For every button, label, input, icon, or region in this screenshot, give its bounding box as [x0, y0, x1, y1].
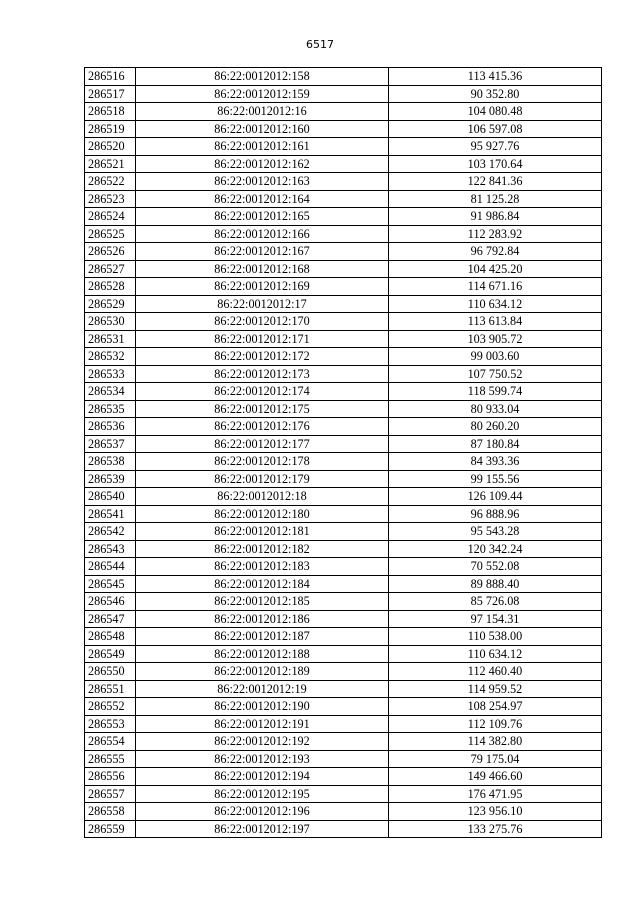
row-number-cell: 286542	[85, 523, 136, 541]
cadastral-number-cell: 86:22:0012012:161	[136, 138, 389, 156]
table-row	[85, 803, 602, 821]
row-number-cell: 286528	[85, 278, 136, 296]
cadastral-value-cell: 122 841.36	[389, 173, 602, 191]
cadastral-number-cell: 86:22:0012012:176	[136, 418, 389, 436]
cadastral-number-cell: 86:22:0012012:174	[136, 383, 389, 401]
cadastral-number-cell: 86:22:0012012:195	[136, 785, 389, 803]
table-row	[85, 418, 602, 436]
table-row	[85, 680, 602, 698]
cadastral-number-cell: 86:22:0012012:175	[136, 400, 389, 418]
cadastral-number-cell: 86:22:0012012:189	[136, 663, 389, 681]
cadastral-value-cell: 106 597.08	[389, 120, 602, 138]
page-number: 6517	[306, 38, 334, 51]
row-number-cell: 286529	[85, 295, 136, 313]
row-number-cell: 286558	[85, 803, 136, 821]
cadastral-value-cell: 110 634.12	[389, 295, 602, 313]
cadastral-value-cell: 110 538.00	[389, 628, 602, 646]
row-number-cell: 286523	[85, 190, 136, 208]
cadastral-value-cell: 70 552.08	[389, 558, 602, 576]
table-row	[85, 645, 602, 663]
cadastral-number-cell: 86:22:0012012:178	[136, 453, 389, 471]
cadastral-number-cell: 86:22:0012012:173	[136, 365, 389, 383]
row-number-cell: 286540	[85, 488, 136, 506]
row-number-cell: 286554	[85, 733, 136, 751]
table-row	[85, 575, 602, 593]
table-row	[85, 785, 602, 803]
table-row	[85, 120, 602, 138]
row-number-cell: 286527	[85, 260, 136, 278]
cadastral-number-cell: 86:22:0012012:163	[136, 173, 389, 191]
row-number-cell: 286522	[85, 173, 136, 191]
row-number-cell: 286524	[85, 208, 136, 226]
table-row	[85, 593, 602, 611]
row-number-cell: 286552	[85, 698, 136, 716]
table-row	[85, 558, 602, 576]
cadastral-number-cell: 86:22:0012012:188	[136, 645, 389, 663]
cadastral-number-cell: 86:22:0012012:171	[136, 330, 389, 348]
cadastral-number-cell: 86:22:0012012:193	[136, 750, 389, 768]
table-row	[85, 453, 602, 471]
row-number-cell: 286520	[85, 138, 136, 156]
row-number-cell: 286553	[85, 715, 136, 733]
cadastral-number-cell: 86:22:0012012:186	[136, 610, 389, 628]
cadastral-number-cell: 86:22:0012012:182	[136, 540, 389, 558]
table-row	[85, 715, 602, 733]
cadastral-number-cell: 86:22:0012012:197	[136, 820, 389, 838]
cadastral-value-cell: 114 671.16	[389, 278, 602, 296]
table-row	[85, 365, 602, 383]
cadastral-number-cell: 86:22:0012012:187	[136, 628, 389, 646]
row-number-cell: 286532	[85, 348, 136, 366]
row-number-cell: 286541	[85, 505, 136, 523]
cadastral-number-cell: 86:22:0012012:165	[136, 208, 389, 226]
cadastral-value-cell: 149 466.60	[389, 768, 602, 786]
cadastral-number-cell: 86:22:0012012:167	[136, 243, 389, 261]
table-row	[85, 663, 602, 681]
table-row	[85, 260, 602, 278]
cadastral-value-cell: 113 613.84	[389, 313, 602, 331]
row-number-cell: 286556	[85, 768, 136, 786]
table-row	[85, 505, 602, 523]
cadastral-value-cell: 89 888.40	[389, 575, 602, 593]
row-number-cell: 286550	[85, 663, 136, 681]
cadastral-number-cell: 86:22:0012012:191	[136, 715, 389, 733]
table-row	[85, 610, 602, 628]
table-row	[85, 523, 602, 541]
cadastral-value-cell: 118 599.74	[389, 383, 602, 401]
row-number-cell: 286539	[85, 470, 136, 488]
table-row	[85, 540, 602, 558]
table-row	[85, 330, 602, 348]
row-number-cell: 286538	[85, 453, 136, 471]
cadastral-value-cell: 123 956.10	[389, 803, 602, 821]
cadastral-number-cell: 86:22:0012012:159	[136, 85, 389, 103]
cadastral-number-cell: 86:22:0012012:194	[136, 768, 389, 786]
cadastral-value-cell: 99 155.56	[389, 470, 602, 488]
cadastral-value-cell: 90 352.80	[389, 85, 602, 103]
row-number-cell: 286557	[85, 785, 136, 803]
cadastral-value-cell: 114 959.52	[389, 680, 602, 698]
table-row	[85, 173, 602, 191]
row-number-cell: 286518	[85, 103, 136, 121]
table-row	[85, 313, 602, 331]
cadastral-value-cell: 99 003.60	[389, 348, 602, 366]
table-row	[85, 155, 602, 173]
table-row	[85, 138, 602, 156]
row-number-cell: 286534	[85, 383, 136, 401]
cadastral-value-cell: 81 125.28	[389, 190, 602, 208]
table-row	[85, 698, 602, 716]
row-number-cell: 286525	[85, 225, 136, 243]
table-row	[85, 820, 602, 838]
cadastral-value-table	[84, 67, 602, 838]
table-row	[85, 733, 602, 751]
row-number-cell: 286545	[85, 575, 136, 593]
cadastral-value-cell: 104 425.20	[389, 260, 602, 278]
cadastral-number-cell: 86:22:0012012:158	[136, 68, 389, 86]
table-row	[85, 225, 602, 243]
table-row	[85, 435, 602, 453]
table-body	[85, 68, 602, 838]
cadastral-value-cell: 96 792.84	[389, 243, 602, 261]
cadastral-value-cell: 97 154.31	[389, 610, 602, 628]
row-number-cell: 286549	[85, 645, 136, 663]
cadastral-number-cell: 86:22:0012012:179	[136, 470, 389, 488]
cadastral-value-cell: 85 726.08	[389, 593, 602, 611]
cadastral-number-cell: 86:22:0012012:180	[136, 505, 389, 523]
row-number-cell: 286526	[85, 243, 136, 261]
cadastral-value-cell: 107 750.52	[389, 365, 602, 383]
table-row	[85, 278, 602, 296]
row-number-cell: 286519	[85, 120, 136, 138]
table-row	[85, 208, 602, 226]
row-number-cell: 286521	[85, 155, 136, 173]
table-row	[85, 85, 602, 103]
row-number-cell: 286543	[85, 540, 136, 558]
cadastral-number-cell: 86:22:0012012:162	[136, 155, 389, 173]
cadastral-value-cell: 91 986.84	[389, 208, 602, 226]
cadastral-number-cell: 86:22:0012012:177	[136, 435, 389, 453]
cadastral-value-cell: 96 888.96	[389, 505, 602, 523]
cadastral-value-cell: 80 933.04	[389, 400, 602, 418]
cadastral-number-cell: 86:22:0012012:160	[136, 120, 389, 138]
cadastral-value-cell: 114 382.80	[389, 733, 602, 751]
cadastral-value-cell: 103 905.72	[389, 330, 602, 348]
cadastral-value-cell: 103 170.64	[389, 155, 602, 173]
cadastral-number-cell: 86:22:0012012:18	[136, 488, 389, 506]
cadastral-value-cell: 108 254.97	[389, 698, 602, 716]
table-row	[85, 243, 602, 261]
table-row	[85, 68, 602, 86]
table-row	[85, 488, 602, 506]
row-number-cell: 286531	[85, 330, 136, 348]
cadastral-value-cell: 113 415.36	[389, 68, 602, 86]
row-number-cell: 286547	[85, 610, 136, 628]
cadastral-number-cell: 86:22:0012012:169	[136, 278, 389, 296]
cadastral-value-cell: 79 175.04	[389, 750, 602, 768]
table-row	[85, 470, 602, 488]
cadastral-number-cell: 86:22:0012012:184	[136, 575, 389, 593]
cadastral-number-cell: 86:22:0012012:168	[136, 260, 389, 278]
cadastral-number-cell: 86:22:0012012:192	[136, 733, 389, 751]
cadastral-value-cell: 112 109.76	[389, 715, 602, 733]
row-number-cell: 286544	[85, 558, 136, 576]
cadastral-value-cell: 95 543.28	[389, 523, 602, 541]
cadastral-number-cell: 86:22:0012012:181	[136, 523, 389, 541]
cadastral-value-cell: 133 275.76	[389, 820, 602, 838]
row-number-cell: 286535	[85, 400, 136, 418]
cadastral-number-cell: 86:22:0012012:185	[136, 593, 389, 611]
cadastral-value-cell: 120 342.24	[389, 540, 602, 558]
cadastral-value-cell: 110 634.12	[389, 645, 602, 663]
table-row	[85, 383, 602, 401]
table-row	[85, 348, 602, 366]
cadastral-number-cell: 86:22:0012012:172	[136, 348, 389, 366]
row-number-cell: 286536	[85, 418, 136, 436]
table-row	[85, 768, 602, 786]
cadastral-value-cell: 112 283.92	[389, 225, 602, 243]
table-row	[85, 628, 602, 646]
cadastral-number-cell: 86:22:0012012:170	[136, 313, 389, 331]
cadastral-number-cell: 86:22:0012012:19	[136, 680, 389, 698]
cadastral-value-cell: 80 260.20	[389, 418, 602, 436]
cadastral-number-cell: 86:22:0012012:17	[136, 295, 389, 313]
cadastral-number-cell: 86:22:0012012:16	[136, 103, 389, 121]
cadastral-value-cell: 87 180.84	[389, 435, 602, 453]
table-row	[85, 400, 602, 418]
cadastral-number-cell: 86:22:0012012:196	[136, 803, 389, 821]
cadastral-number-cell: 86:22:0012012:190	[136, 698, 389, 716]
row-number-cell: 286516	[85, 68, 136, 86]
cadastral-value-cell: 104 080.48	[389, 103, 602, 121]
table-row	[85, 103, 602, 121]
row-number-cell: 286517	[85, 85, 136, 103]
cadastral-number-cell: 86:22:0012012:166	[136, 225, 389, 243]
row-number-cell: 286530	[85, 313, 136, 331]
row-number-cell: 286533	[85, 365, 136, 383]
cadastral-value-cell: 126 109.44	[389, 488, 602, 506]
cadastral-number-cell: 86:22:0012012:183	[136, 558, 389, 576]
row-number-cell: 286548	[85, 628, 136, 646]
table-row	[85, 750, 602, 768]
row-number-cell: 286537	[85, 435, 136, 453]
row-number-cell: 286559	[85, 820, 136, 838]
cadastral-number-cell: 86:22:0012012:164	[136, 190, 389, 208]
row-number-cell: 286555	[85, 750, 136, 768]
cadastral-value-cell: 84 393.36	[389, 453, 602, 471]
cadastral-value-cell: 176 471.95	[389, 785, 602, 803]
table-row	[85, 295, 602, 313]
row-number-cell: 286551	[85, 680, 136, 698]
cadastral-value-cell: 95 927.76	[389, 138, 602, 156]
table-row	[85, 190, 602, 208]
row-number-cell: 286546	[85, 593, 136, 611]
cadastral-value-cell: 112 460.40	[389, 663, 602, 681]
